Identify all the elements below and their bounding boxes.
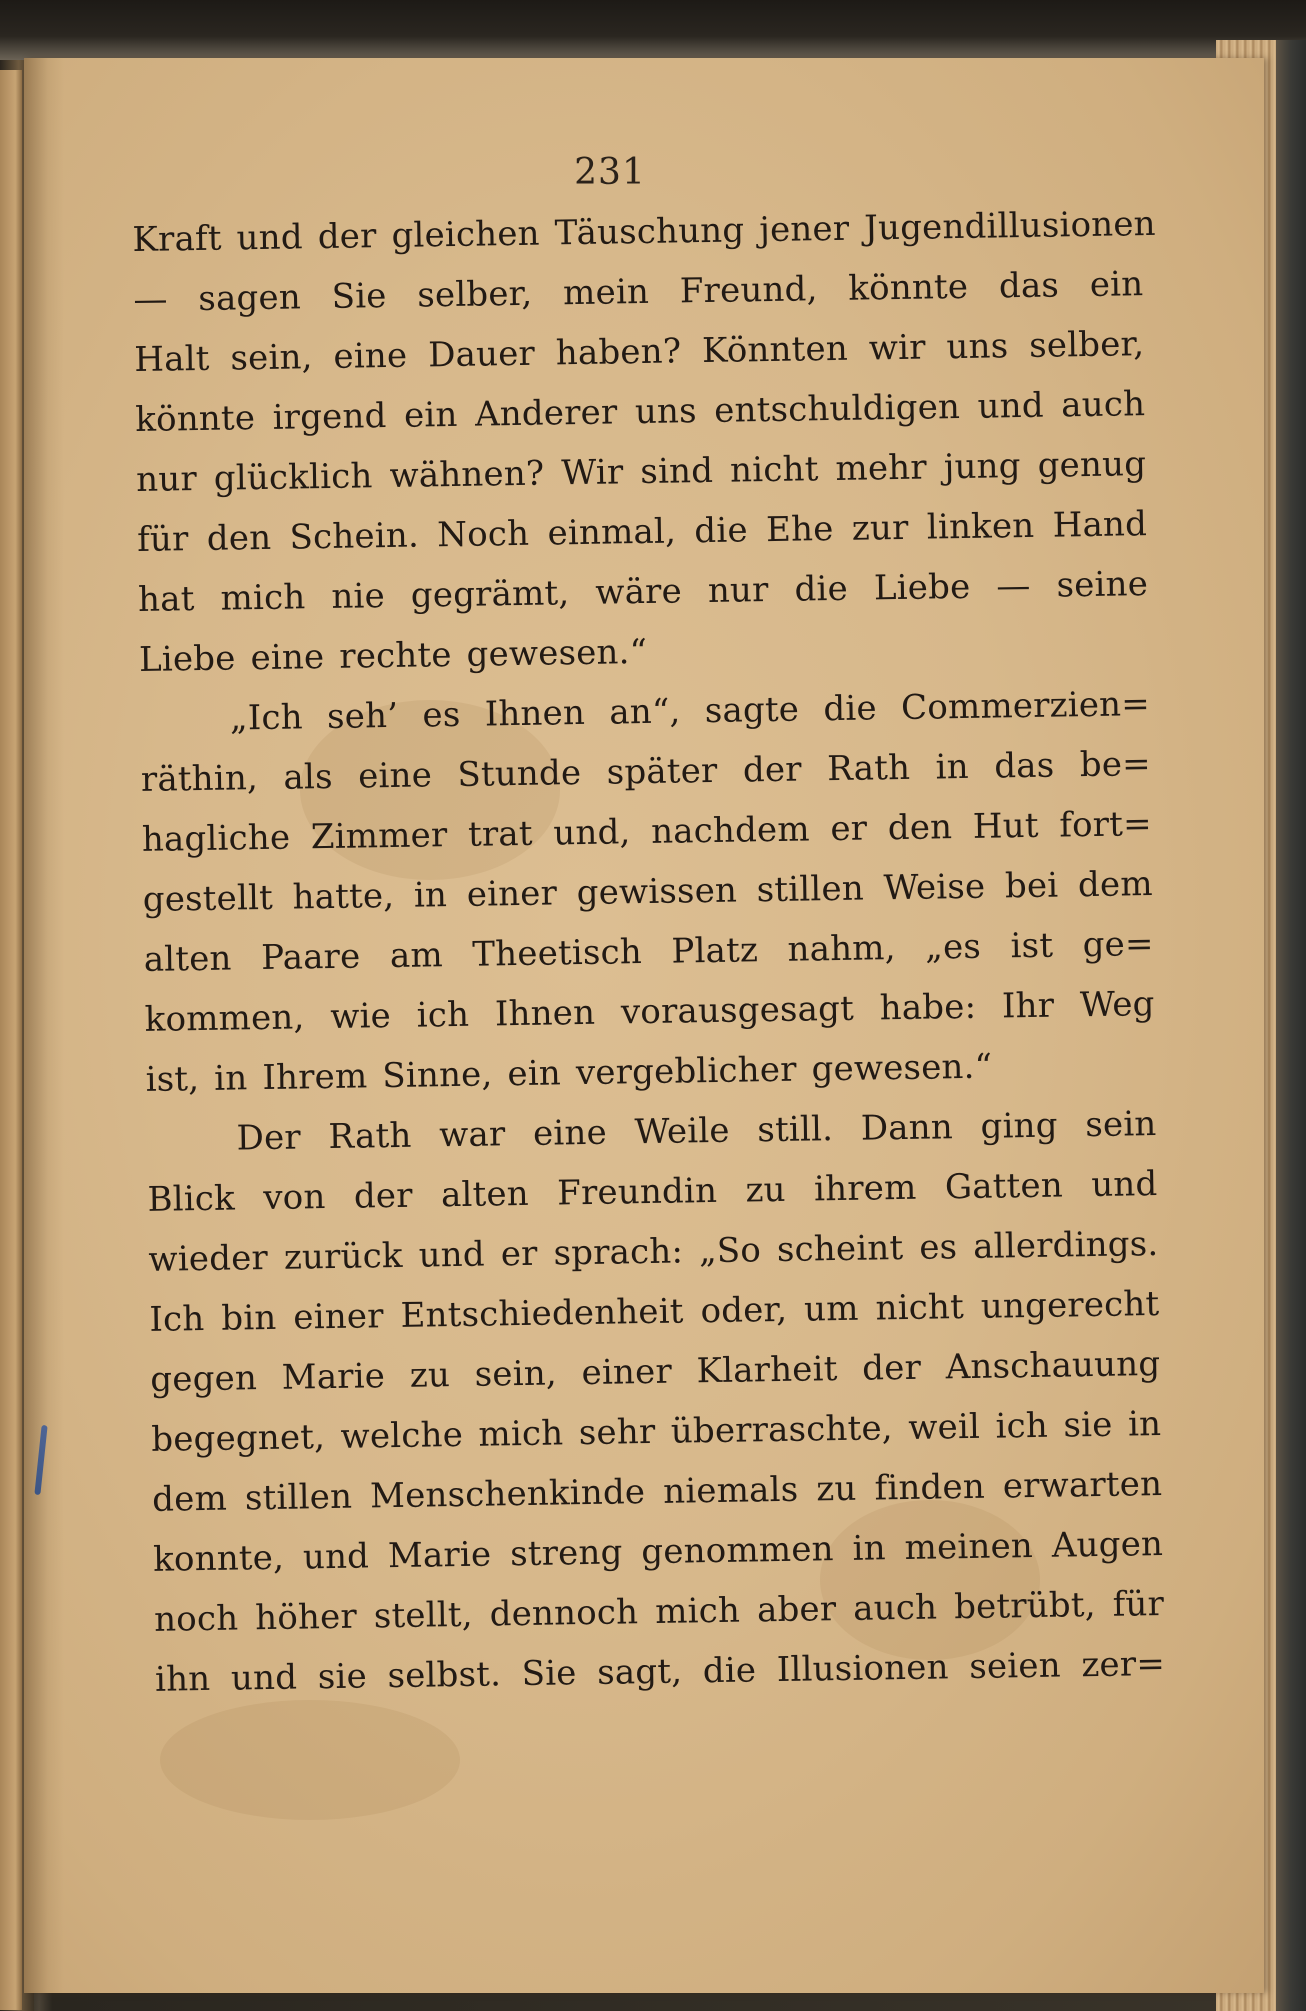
text-line: gestellt hatte, in einer gewissen stillen Weise bei dem [142, 864, 1154, 920]
text-line: räthin, als eine Stunde später der Rath in das be= [140, 744, 1152, 800]
text-line: nur glücklich wähnen? Wir sind nicht mehr jung genug [135, 444, 1147, 500]
text-line: alten Paare am Theetisch Platz nahm, „es ist ge= [143, 924, 1154, 980]
text-line: Halt sein, eine Dauer haben? Könnten wir uns selber, [134, 324, 1145, 380]
text-line: dem stillen Menschenkinde niemals zu finden erwarten [151, 1463, 1163, 1520]
text-line: „Ich seh’ es Ihnen an“, sagte die Commerzien= [229, 684, 1151, 739]
text-line: Liebe eine rechte gewesen.“ [138, 631, 648, 680]
body-text [132, 194, 1166, 1730]
text-line: für den Schein. Noch einmal, die Ehe zur linken Hand [136, 504, 1148, 560]
text-line: wieder zurück und er sprach: „So scheint es allerdings. [148, 1224, 1159, 1280]
text-line: Der Rath war eine Weile still. Dann ging sein [236, 1104, 1157, 1159]
page-number: 231 [574, 152, 646, 193]
text-line: gegen Marie zu sein, einer Klarheit der Anschauung [150, 1343, 1161, 1400]
text-line: noch höher stellt, dennoch mich aber auch betrübt, für [153, 1583, 1165, 1640]
text-line: hat mich nie gegrämt, wäre nur die Liebe — seine [137, 564, 1149, 620]
text-line: konnte, und Marie streng genommen in meinen Augen [152, 1523, 1164, 1580]
text-line: begegnet, welche mich sehr überraschte, weil ich sie in [151, 1403, 1162, 1460]
text-line: ihn und sie selbst. Sie sagt, die Illusionen seien zer= [154, 1643, 1166, 1700]
text-line: könnte irgend ein Anderer uns entschuldigen und auch [134, 384, 1146, 440]
scanner-background-top [0, 0, 1306, 60]
book-cover-edge [1276, 40, 1306, 2011]
text-line: Blick von der alten Freundin zu ihrem Gatten und [147, 1164, 1158, 1220]
text-line: — sagen Sie selber, mein Freund, könnte das ein [133, 264, 1144, 320]
text-line: Kraft und der gleichen Täuschung jener Jugendillusionen [132, 203, 1157, 260]
text-line: kommen, wie ich Ihnen vorausgesagt habe: Ihr Weg [144, 984, 1155, 1040]
text-line: Ich bin einer Entschiedenheit oder, um nicht ungerecht [149, 1284, 1160, 1340]
text-line: hagliche Zimmer trat und, nachdem er den Hut fort= [141, 804, 1153, 860]
text-line: ist, in Ihrem Sinne, ein vergeblicher gewesen.“ [145, 1046, 993, 1100]
facing-page-edge [0, 70, 22, 2010]
gutter-shadow [24, 58, 64, 1993]
